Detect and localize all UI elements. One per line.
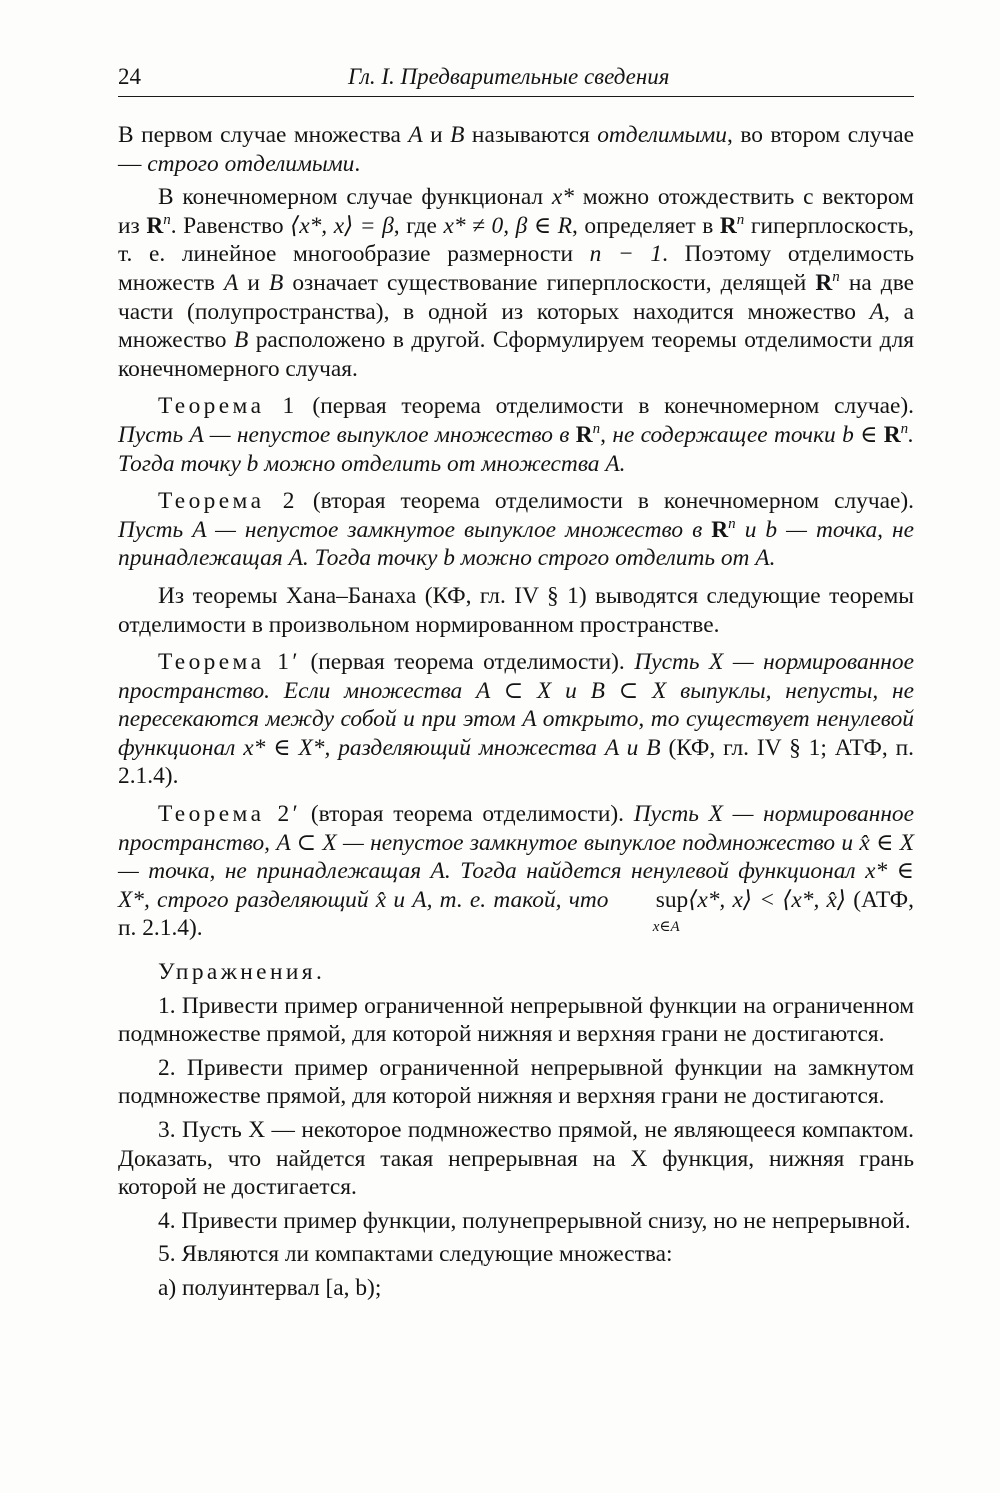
term-strictly-separable: строго отделимыми	[147, 150, 355, 177]
theorem-1-label: Теорема 1	[158, 393, 298, 420]
theorem-2-prime-label: Теорема 2′	[158, 801, 302, 828]
theorem-1-prime-label: Теорема 1′	[158, 649, 301, 676]
term-separable: отделимыми	[597, 122, 727, 148]
supremum-operator: sup x∈A	[616, 886, 689, 915]
theorem-2: Теорема 2 (вторая теорема отделимости в конечномерном случае). Пусть A — непустое замкнутое выпуклое множество в $R^n$ и b — точка, не принадлежащая A. Тогда точку b можно строго отделить от A.	[118, 488, 914, 572]
page-body	[118, 118, 914, 1303]
paragraph-finite-dimensional: В конечномерном случае функционал x* можно отождествить с вектором из $R^n$. Равенство ⟨x*, x⟩ = β, где x* ≠ 0, β ∈ R, определяет в $R^n$ гиперплоскость, т. е. линейное многообразие размерности n − 1. Поэтому отделимость множеств A и B означает существование гиперплоскости, делящей $R^n$ на две части (полупространства), в одной из которых находится множество A, а множество B расположено в другой. Сформулируем теоремы отделимости для конечномерного случая.	[118, 184, 915, 382]
theorem-1-prime: Теорема 1′ (первая теорема отделимости). Пусть X — нормированное пространство. Если множества A ⊂ X и B ⊂ X выпуклы, непусты, не пересекаются между собой и при этом A открыто, то существует ненулевой функционал x* ∈ X*, разделяющий множества A и B (КФ, гл. IV § 1; АТФ, п. 2.1.4).	[118, 649, 914, 790]
exercise-item: 3. Пусть X — некоторое подмножество прямой, не являющееся компактом. Доказать, что найдется такая непрерывная на X функция, нижняя грань которой не достигается.	[118, 1117, 914, 1201]
equation-hyperplane: ⟨x*, x⟩ = β	[290, 212, 394, 239]
chapter-title: Гл. I. Предварительные сведения	[348, 64, 670, 89]
reference: (АТФ, п. 2.1.4).	[118, 886, 915, 942]
running-header	[118, 62, 914, 97]
reference: (КФ, гл. IV § 1; АТФ, п. 2.1.4).	[118, 734, 914, 790]
exercises-heading: Упражнения.	[158, 959, 326, 986]
paragraph-hahn-banach: Из теоремы Хана–Банаха (КФ, гл. IV § 1) выводятся следующие теоремы отделимости в произвольном нормированном пространстве.	[118, 582, 914, 638]
exercise-item: 4. Привести пример функции, полунепрерывной снизу, но не непрерывной.	[158, 1207, 911, 1234]
book-page	[118, 0, 914, 1493]
page-number: 24	[118, 64, 141, 89]
supremum-subscript: x∈A	[652, 918, 680, 935]
theorem-2-prime: Теорема 2′ (вторая теорема отделимости). Пусть X — нормированное пространство, A ⊂ X — непустое замкнутое выпуклое подмножество и x̂ ∈ X — точка, не принадлежащая A. Тогда найдется ненулевой функционал x* ∈ X*, строго разделяющий x̂ и A, т. е. такой, что sup x∈A ⟨x*, x⟩ < ⟨x*, x̂⟩ (АТФ, п. 2.1.4).	[118, 801, 915, 942]
exercise-item: 5. Являются ли компактами следующие множества:	[158, 1241, 673, 1268]
theorem-1: Теорема 1 (первая теорема отделимости в конечномерном случае). Пусть A — непустое выпуклое множество в $R^n$, не содержащее точки b ∈ $R^n$. Тогда точку b можно отделить от множества A.	[118, 393, 914, 477]
exercise-item: 2. Привести пример ограниченной непрерывной функции на замкнутом подмножестве прямой, для которой нижняя и верхняя грани не достигаются.	[118, 1054, 914, 1110]
paragraph-separability-definition: В первом случае множества A и B называются отделимыми, во втором случае — строго отделимыми.	[118, 122, 914, 177]
theorem-2-label: Теорема 2	[158, 488, 298, 515]
exercise-item: 1. Привести пример ограниченной непрерывной функции на ограниченном подмножестве прямой, для которой нижняя и верхняя грани не достигаются.	[118, 992, 914, 1048]
exercise-item: а) полуинтервал [a, b);	[158, 1274, 382, 1301]
